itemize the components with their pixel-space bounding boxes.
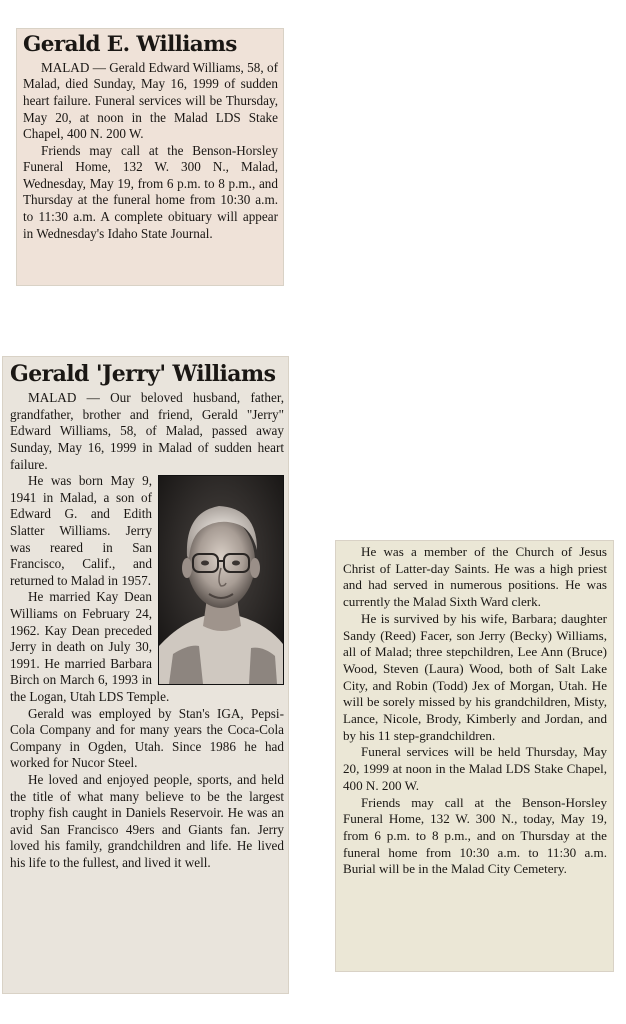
paragraph: Friends may call at the Benson-Horsley Funeral Home, 132 W. 300 N., Malad, Wednesday, May 19, from 6 p.m. to 8 p.m., and Thursday at the funeral home from 10:30 a.m. to 11:30 a.m. A complete obituary will appear in Wednesday's Idaho State Journal. bbox=[23, 142, 278, 241]
paragraph: MALAD — Our beloved husband, father, grandfather, brother and friend, Gerald "Jerry" Edward Williams, 58, of Malad, passed away Sunday, May 16, 1999 in Malad of sudden heart failure. bbox=[10, 390, 284, 472]
paragraph: He was a member of the Church of Jesus Christ of Latter-day Saints. He was a high priest and had served in numerous positions. He was currently the Malad Sixth Ward clerk. bbox=[343, 544, 607, 610]
portrait-photo bbox=[158, 475, 284, 685]
headline: Gerald 'Jerry' Williams bbox=[10, 361, 276, 387]
obituary-clipping-short bbox=[16, 28, 284, 286]
obituary-clipping-full bbox=[2, 356, 289, 994]
paragraph: MALAD — Gerald Edward Williams, 58, of Malad, died Sunday, May 16, 1999 of sudden heart failure. Funeral services will be Thursday, May 20, at noon in the Malad LDS Stake Chapel, 400 N. 200 W. bbox=[23, 59, 278, 142]
paragraph: He married Kay Dean Williams on February 24, 1962. Kay Dean preceded Jerry in death on July 30, 1991. He married Barbara Birch on March 6, 1993 in the Logan, Utah LDS Temple. bbox=[10, 589, 170, 704]
headline: Gerald E. Williams bbox=[23, 32, 237, 57]
paragraph: He loved and enjoyed people, sports, and held the title of what many believe to be the largest trophy fish caught in Daniels Reservoir. He was an avid San Francisco 49ers and Giants fan. Jerry loved his family, grandchildren and life. He lived his life to the fullest, and lived it well. bbox=[10, 771, 284, 870]
obituary-clipping-continuation bbox=[335, 540, 614, 972]
portrait-illustration bbox=[159, 476, 283, 684]
paragraph: Funeral services will be held Thursday, May 20, 1999 at noon in the Malad LDS Stake Chapel, 400 N. 200 W. bbox=[343, 744, 607, 793]
paragraph: Gerald was employed by Stan's IGA, Pepsi-Cola Company and for many years the Coca-Cola Company in Ogden, Utah. Since 1986 he had worked for Nucor Steel. bbox=[10, 705, 284, 771]
paragraph: He is survived by his wife, Barbara; daughter Sandy (Reed) Facer, son Jerry (Becky) Williams, all of Malad; three stepchildren, Lee Ann (Bruce) Wood, Steven (Laura) Wood, both of Salt Lake City, and Robin (Todd) Jex of Morgan, Utah. He will be sorely missed by his grandchildren, Misty, Lance, Nicole, Brody, Kimberly and Jordan, and by his 11 step-grandchildren. bbox=[343, 610, 607, 743]
paragraph: Friends may call at the Benson-Horsley Funeral Home, 132 W. 300 N., today, May 19, from 6 p.m. to 8 p.m., and on Thursday at the funeral home from 10:30 a.m. to 11:30 a.m. Burial will be in the Malad City Cemetery. bbox=[343, 794, 607, 877]
paragraph: He was born May 9, 1941 in Malad, a son of Edward G. and Edith Slatter Williams. Jerry was reared in San Francisco, Calif., and returned to Malad in 1957. bbox=[10, 473, 152, 588]
